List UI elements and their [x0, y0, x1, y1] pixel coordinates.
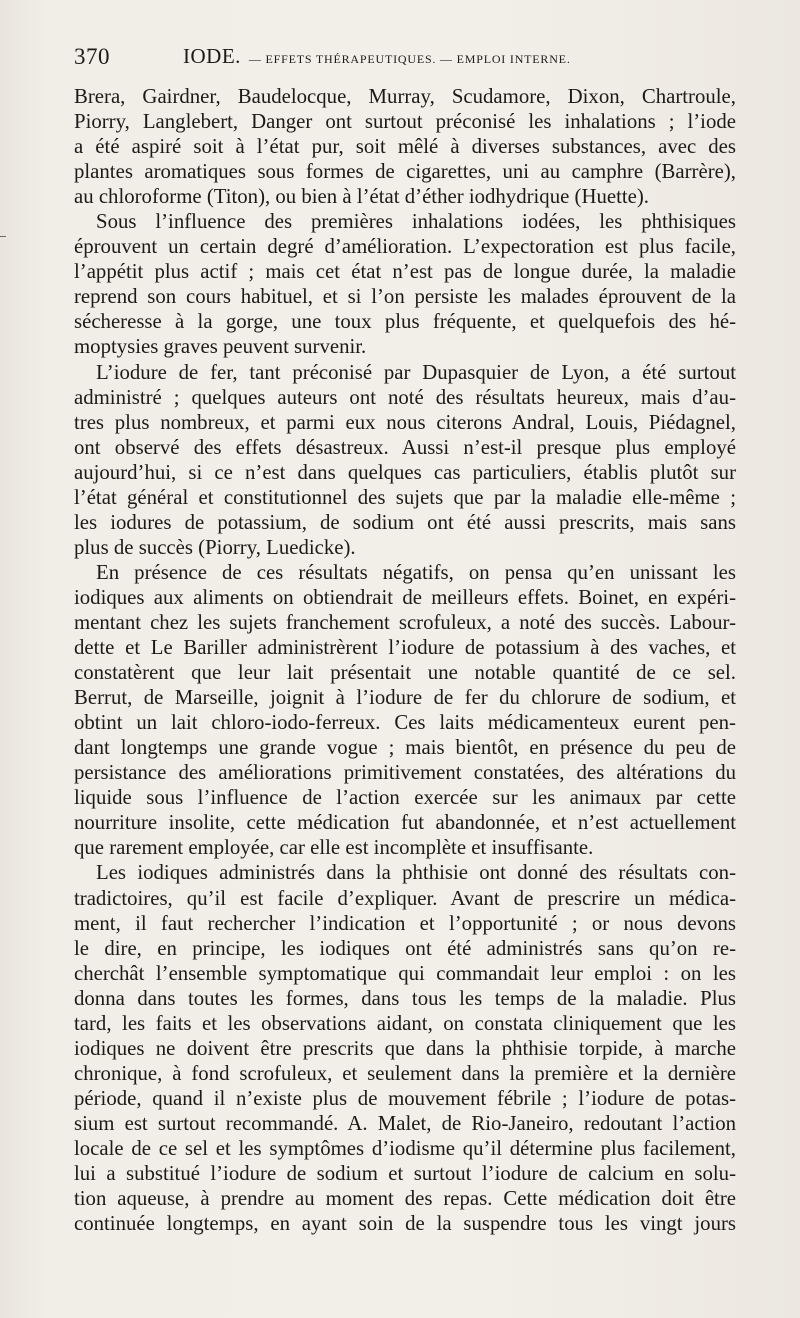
- text-line: plantes aromatiques sous formes de cigarettes, uni au camphre (Barrère),: [74, 160, 736, 184]
- text-line: dant longtemps une grande vogue ; mais bientôt, en présence du peu de: [74, 736, 736, 760]
- text-line: obtint un lait chloro-iodo-ferreux. Ces laits médicamenteux eurent pen-: [74, 711, 736, 735]
- running-title: [183, 44, 571, 69]
- text-line: L’iodure de fer, tant préconisé par Dupasquier de Lyon, a été surtout: [96, 360, 736, 384]
- text-line: persistance des améliorations primitivement constatées, des altérations du: [74, 761, 736, 785]
- text-line: locale de ce sel et les symptômes d’iodisme qu’il détermine plus facilement,: [74, 1136, 736, 1160]
- text-line: cherchât l’ensemble symptomatique qui commandait leur emploi : on les: [74, 961, 736, 985]
- text-line: Piorry, Langlebert, Danger ont surtout préconisé les inhalations ; l’iode: [74, 110, 736, 134]
- text-line: Brera, Gairdner, Baudelocque, Murray, Scudamore, Dixon, Chartroule,: [74, 85, 736, 108]
- text-line: nourriture insolite, cette médication fut abandonnée, et n’est actuellement: [74, 811, 736, 835]
- text-line: éprouvent un certain degré d’amélioration. L’expectoration est plus facile,: [74, 235, 736, 259]
- page-number: 370: [74, 44, 110, 69]
- text-line: ment, il faut rechercher l’indication et l’opportunité ; or nous devons: [74, 911, 736, 935]
- text-line: iodiques ne doivent être prescrits que dans la phthisie torpide, à marche: [74, 1036, 736, 1060]
- text-line: période, quand il n’existe plus de mouvement fébrile ; l’iodure de potas-: [74, 1086, 736, 1110]
- running-header: [74, 44, 734, 78]
- text-line: lui a substitué l’iodure de sodium et surtout l’iodure de calcium en solu-: [74, 1162, 736, 1186]
- text-line: tard, les faits et les observations aidant, on constata cliniquement que les: [74, 1011, 736, 1035]
- text-line: tres plus nombreux, et parmi eux nous citerons Andral, Louis, Piédagnel,: [74, 410, 736, 434]
- text-line: a été aspiré soit à l’état pur, soit mêlé à diverses substances, avec des: [74, 135, 736, 159]
- text-line: Berrut, de Marseille, joignit à l’iodure de fer du chlorure de sodium, et: [74, 686, 736, 710]
- text-line: iodiques aux aliments on obtiendrait de meilleurs effets. Boinet, en expéri-: [74, 585, 736, 609]
- text-line: ont observé des effets désastreux. Aussi n’est-il presque plus employé: [74, 435, 736, 459]
- text-line: dette et Le Bariller administrèrent l’iodure de potassium à des vaches, et: [74, 636, 736, 660]
- body-text: [74, 84, 736, 1236]
- margin-mark: [0, 236, 6, 237]
- text-line: moptysies graves peuvent survenir.: [74, 335, 367, 359]
- text-line: continuée longtemps, en ayant soin de la suspendre tous les vingt jours: [74, 1212, 736, 1236]
- running-title-sub: — EFFETS THÉRAPEUTIQUES. — EMPLOI INTERNE.: [248, 52, 571, 66]
- text-line: plus de succès (Piorry, Luedicke).: [74, 535, 356, 559]
- text-line: sium est surtout recommandé. A. Malet, de Rio-Janeiro, redoutant l’action: [74, 1111, 736, 1135]
- text-line: l’appétit plus actif ; mais cet état n’est pas de longue durée, la maladie: [74, 260, 736, 284]
- text-line: liquide sous l’influence de l’action exercée sur les animaux par cette: [74, 786, 736, 810]
- text-line: les iodures de potassium, de sodium ont été aussi prescrits, mais sans: [74, 510, 736, 534]
- text-line: le dire, en principe, les iodiques ont été administrés sans qu’on re-: [74, 936, 736, 960]
- text-line: constatèrent que leur lait présentait une notable quantité de ce sel.: [74, 661, 736, 685]
- text-line: donna dans toutes les formes, dans tous les temps de la maladie. Plus: [74, 986, 736, 1010]
- text-line: l’état général et constitutionnel des sujets que par la maladie elle-même ;: [74, 485, 736, 509]
- text-line: aujourd’hui, si ce n’est dans quelques cas particuliers, établis plutôt sur: [74, 460, 736, 484]
- text-line: sécheresse à la gorge, une toux plus fréquente, et quelquefois des hé-: [74, 310, 736, 334]
- text-line: administré ; quelques auteurs ont noté des résultats heureux, mais d’au-: [74, 385, 736, 409]
- text-line: mentant chez les sujets franchement scrofuleux, a noté des succès. Labour-: [74, 610, 736, 634]
- text-line: chronique, à fond scrofuleux, et seulement dans la première et la dernière: [74, 1061, 736, 1085]
- text-line: tion aqueuse, à prendre au moment des repas. Cette médication doit être: [74, 1187, 736, 1211]
- text-line: que rarement employée, car elle est incomplète et insuffisante.: [74, 836, 594, 860]
- text-line: reprend son cours habituel, et si l’on persiste les malades éprouvent de la: [74, 285, 736, 309]
- text-line: tradictoires, qu’il est facile d’expliquer. Avant de prescrire un médica-: [74, 886, 736, 910]
- text-line: Sous l’influence des premières inhalations iodées, les phthisiques: [96, 210, 736, 234]
- text-line: Les iodiques administrés dans la phthisie ont donné des résultats con-: [96, 861, 736, 885]
- text-line: En présence de ces résultats négatifs, on pensa qu’en unissant les: [96, 560, 736, 584]
- running-title-main: IODE.: [183, 44, 241, 68]
- text-line: au chloroforme (Titon), ou bien à l’état d’éther iodhydrique (Huette).: [74, 185, 650, 209]
